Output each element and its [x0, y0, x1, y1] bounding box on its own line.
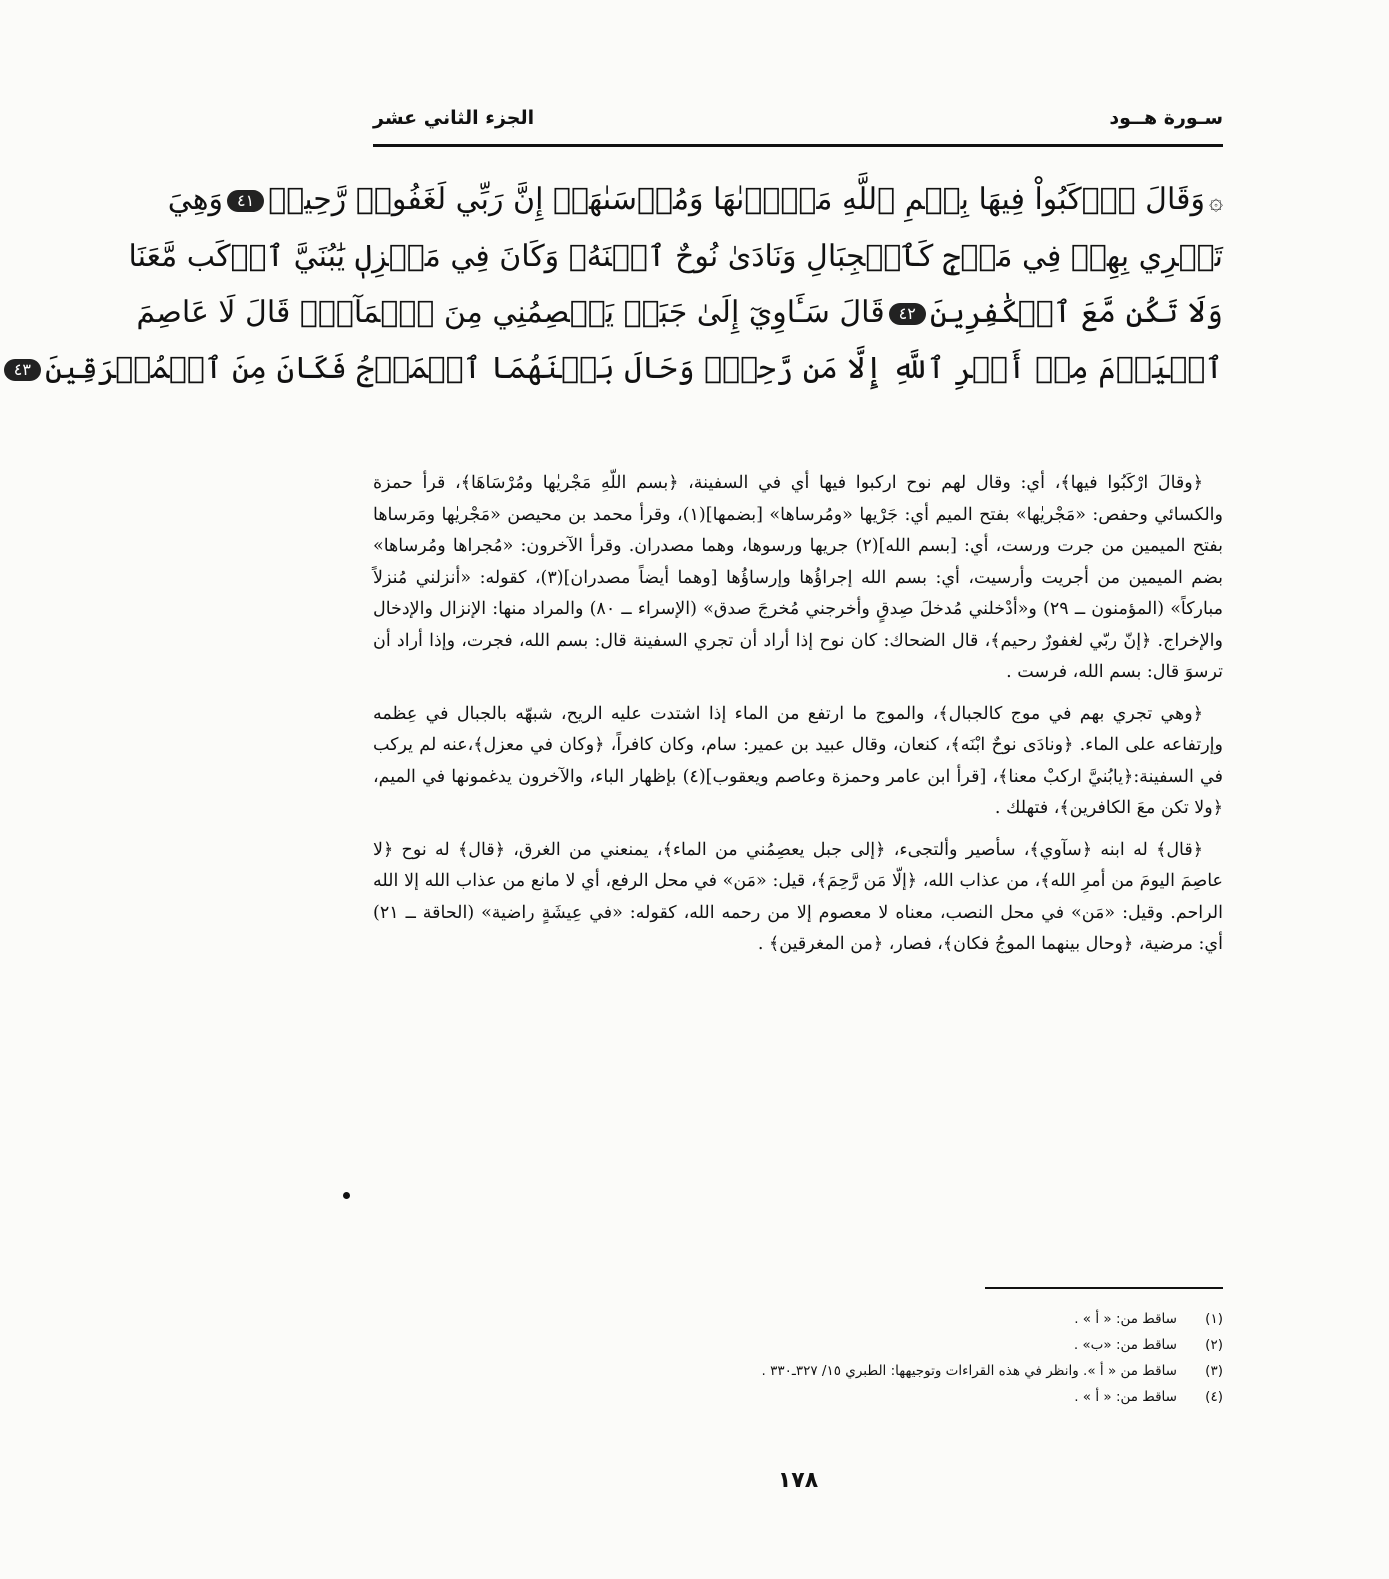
- page-number: ١٧٨: [777, 1468, 819, 1493]
- quran-line-1: ۞وَقَالَ ٱرۡكَبُواْ فِيهَا بِسۡمِ ٱللَّهِ مَجۡرٜىٰهَا وَمُرۡسَىٰهَآۚ إِنَّ رَبِّي لَغَفُورٞ رَّحِيمٞ٤١وَهِيَ: [167, 182, 1223, 217]
- rub-el-hizb-icon: ۞: [1208, 187, 1223, 215]
- page-header: [373, 100, 1223, 136]
- footnote-item: (٢) ساقط من: «ب» .: [1073, 1337, 1223, 1353]
- commentary-paragraph-2: ﴿وهي تجري بهم في موج كالجبال﴾، والموج ما ارتفع من الماء إذا اشتدت عليه الريح، شبهّه بالجبال في عِظمه وإرتفاعه على الماء. ﴿ونادَى نوحٌ ابْنَه﴾، كنعان، وقال عبيد بن عمير: سام، وكان كافراً، ﴿وكان في معزل﴾،عنه لم يركب في السفينة:﴿يابُنيَّ اركبْ معنا﴾، [قرأ ابن عامر وحمزة وعاصم ويعقوب](٤) بإظهار الباء، والآخرون يدغمونها في الميم، ﴿ولا تكن معَ الكافرين﴾، فتهلك .: [373, 703, 1223, 818]
- footnotes: [373, 1306, 1223, 1410]
- commentary-paragraph-1: ﴿وقالَ ارْكَبُوا فيها﴾، أي: وقال لهم نوح اركبوا فيها أي في السفينة، ﴿بسم اللّهِ مَجْريٰها ومُرْسَاهَا﴾، قرأ حمزة والكسائي وحفص: «مَجْريٰها» بفتح الميم أي: جَرْيها «ومُرساها» [بضمها](١)، وقرأ محمد بن محيصن «مَجْريٰها ومَرساها بفتح الميمين من جرت ورست، أي: [بسم الله](٢) جريها ورسوها، وهما مصدران. وقرأ الآخرون: «مُجراها ومُرساها» بضم الميمين من أجريت وأرسيت، أي: بسم الله إجراؤُها وإرساؤُها [وهما أيضاً مصدران](٣)، كقوله: «أنزلني مُنزلاً مباركاً» (المؤمنون ــ ٢٩) و«أدْخلني مُدخلَ صِدقٍ وأخرجني مُخرجَ صدق» (الإسراء ــ ٨٠) والمراد منها: الإنزال والإدخال والإخراج. ﴿إنّ ربّي لغفورٌ رحيم﴾، قال الضحاك: كان نوح إذا أراد أن تجري السفينة قال: بسم الله، فجرت، وإذا أراد أن ترسوَ قال: بسم الله، فرست .: [373, 473, 1223, 682]
- ayah-number-marker: ٤١: [227, 190, 264, 212]
- ayah-number-marker: ٤٣: [4, 359, 41, 381]
- quran-line-2: تَجۡرِي بِهِمۡ فِي مَوۡجٖ كَٱلۡجِبَالِ وَنَادَىٰ نُوحٌ ٱبۡنَهُۥ وَكَانَ فِي مَعۡزِلٖ يَٰبُنَيَّ ٱرۡكَب مَّعَنَا: [128, 239, 1223, 274]
- footnote-item: (٤) ساقط من: « أ » .: [1074, 1389, 1223, 1405]
- surah-title: سـورة هــود: [1109, 107, 1223, 129]
- ayah-number-marker: ٤٢: [889, 303, 926, 325]
- header-rule: [373, 144, 1223, 147]
- quran-line-3: وَلَا تَكُن مَّعَ ٱلۡكَٰفِرِينَ٤٢قَالَ سَـَٔاوِيٓ إِلَىٰ جَبَلٖ يَعۡصِمُنِي مِنَ ٱلۡمَآءِۚ قَالَ لَا عَاصِمَ: [136, 295, 1223, 330]
- margin-dot: [343, 1192, 350, 1199]
- quran-line-4: ٱلۡيَوۡمَ مِنۡ أَمۡرِ ٱللَّهِ إِلَّا مَن رَّحِمَۚ وَحَالَ بَيۡنَهُمَا ٱلۡمَوۡجُ فَكَانَ مِنَ ٱلۡمُغۡرَقِينَ٤٣: [373, 341, 1223, 397]
- footnote-rule: [985, 1287, 1223, 1289]
- juz-title: الجزء الثاني عشر: [373, 107, 535, 129]
- book-page: [13, 80, 1223, 1550]
- commentary-paragraph-3: ﴿قال﴾ له ابنه ﴿سآوي﴾، سأصير وألتجىء، ﴿إلى جبل يعصِمُني من الماء﴾، يمنعني من الغرق، ﴿قال﴾ له نوح ﴿لا عاصِمَ اليومَ من أمرِ الله﴾، من عذاب الله، ﴿إلّا مَن رَّحِمَ﴾، قيل: «مَن» في محل الرفع، أي لا مانع من عذاب الله إلا الله الراحم. وقيل: «مَن» في محل النصب، معناه لا معصوم إلا من رحمه الله، كقوله: «في عِيشَةٍ راضية» (الحاقة ــ ٢١) أي: مرضية، ﴿وحال بينهما الموجُ فكان﴾، فصار، ﴿من المغرقين﴾ .: [373, 839, 1223, 954]
- footnote-item: (١) ساقط من: « أ » .: [1074, 1311, 1223, 1327]
- quran-block: [13, 172, 1223, 397]
- footnote-item: (٣) ساقط من « أ ». وانظر في هذه القراءات وتوجيهها: الطبري ١٥/ ٣٢٧ـ٣٣٠ .: [761, 1363, 1223, 1379]
- commentary-text: [373, 468, 1223, 971]
